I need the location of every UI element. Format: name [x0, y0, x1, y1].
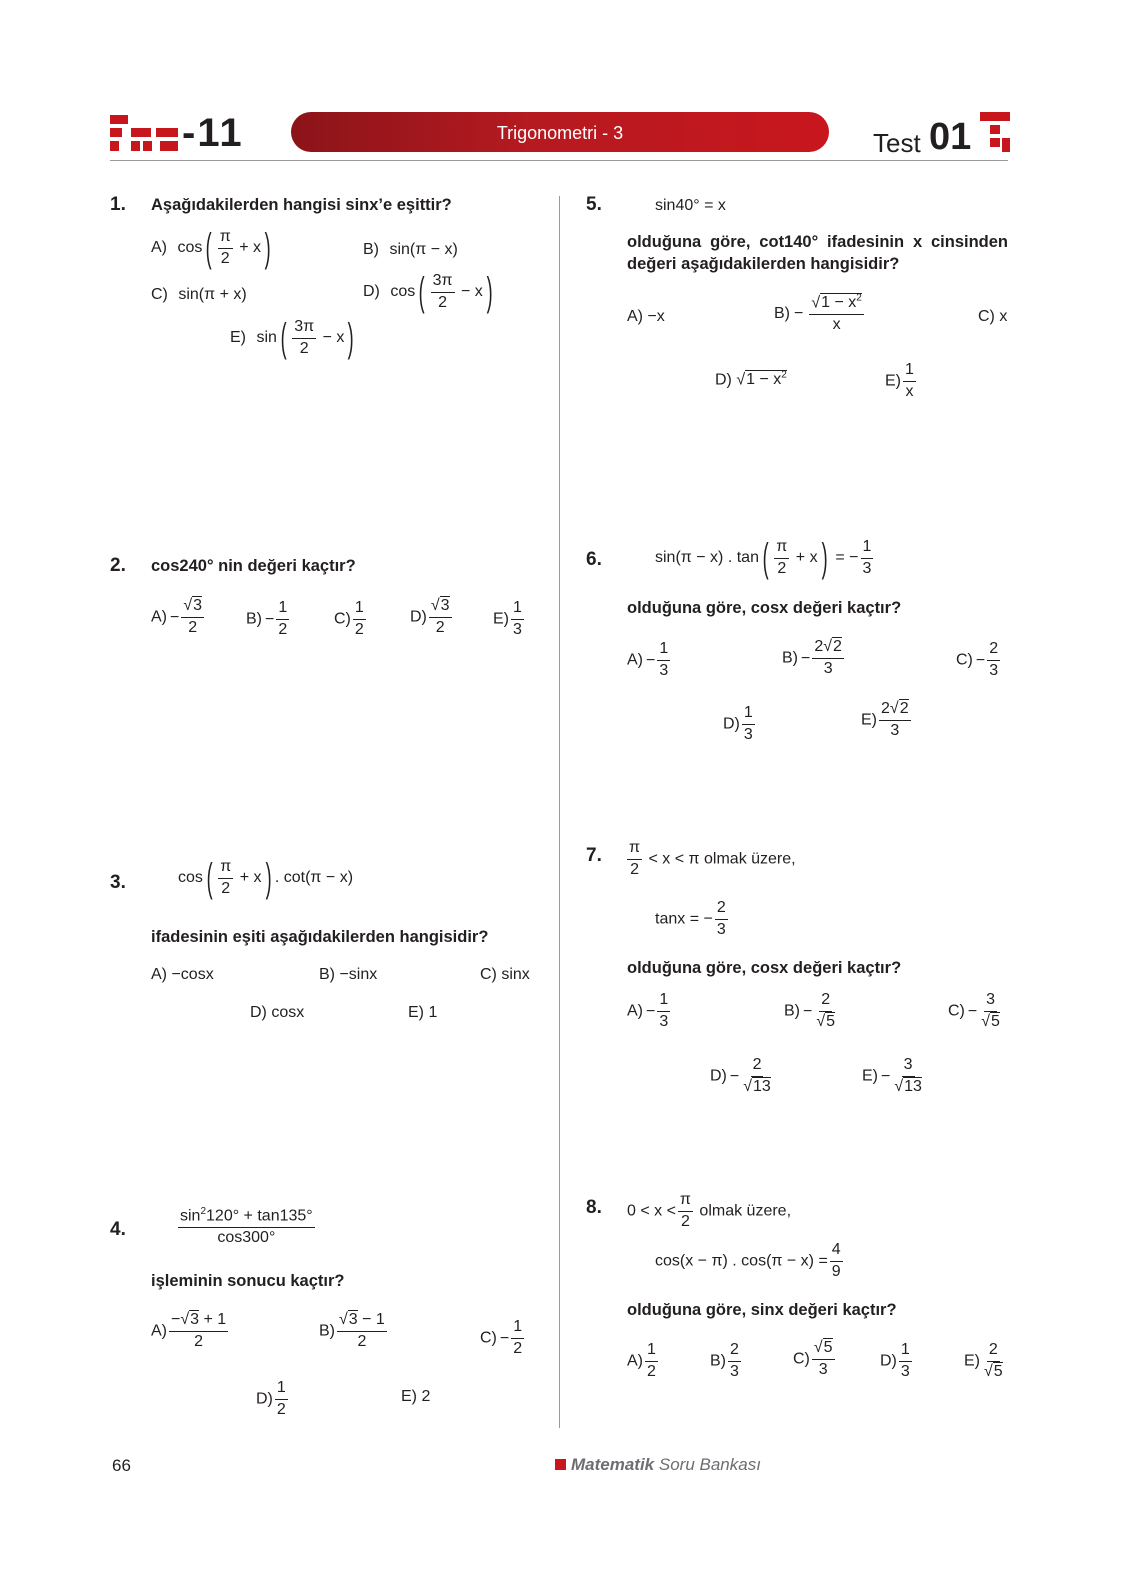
- expr-rest: + x: [239, 869, 262, 887]
- option-sign: −: [794, 305, 804, 323]
- fraction: [987, 641, 1000, 680]
- radicand: [820, 293, 862, 311]
- denominator: 3: [900, 1362, 910, 1380]
- option-label: C): [151, 286, 168, 303]
- option-label: B): [246, 610, 262, 628]
- option-d[interactable]: [363, 272, 496, 312]
- numerator: 1: [861, 539, 874, 559]
- question-4: [110, 1205, 550, 1430]
- option-c[interactable]: [480, 1319, 526, 1358]
- question-expression: [178, 858, 353, 898]
- denominator: 3: [513, 620, 522, 638]
- numerator: 1: [353, 600, 366, 620]
- option-label: A): [151, 239, 167, 257]
- question-stem: ifadesinin eşiti aşağıdakilerden hangisidir?: [151, 928, 489, 946]
- denominator: cos300°: [217, 1229, 276, 1247]
- option-sign: −: [801, 649, 811, 667]
- brand-square-icon: [555, 1459, 566, 1470]
- paren-right: ): [348, 316, 355, 360]
- denominator: √13: [894, 1077, 922, 1095]
- numerator: 2: [987, 641, 1000, 661]
- faz-logo-mark: [110, 113, 180, 153]
- option-e[interactable]: [861, 701, 913, 740]
- question-given: [655, 1242, 845, 1281]
- denominator: 2: [276, 1400, 286, 1418]
- denominator: 3: [890, 721, 900, 739]
- denominator: x: [832, 316, 841, 334]
- option-a[interactable]: A) −x: [627, 308, 665, 325]
- fraction: [741, 1057, 773, 1096]
- option-radical: $√1 - x^2$: [736, 370, 787, 389]
- fraction: [178, 1207, 315, 1247]
- option-label: D): [256, 1390, 273, 1408]
- denominator: 2: [435, 618, 445, 636]
- option-label: B): [363, 241, 379, 258]
- numerator: −√3 + 1: [169, 1312, 228, 1332]
- option-a[interactable]: [151, 598, 206, 637]
- option-label: D): [715, 371, 732, 389]
- question-given: sin40° = x: [655, 197, 726, 214]
- option-e[interactable]: [230, 318, 358, 358]
- fraction: [830, 1242, 843, 1281]
- question-5: [586, 190, 1010, 415]
- expr-func: cos: [178, 869, 203, 887]
- denominator: √5: [981, 1012, 1000, 1030]
- question-number: 6.: [586, 549, 602, 570]
- fraction: [812, 639, 844, 678]
- option-sign: −: [729, 1067, 740, 1085]
- option-label: B): [782, 649, 798, 667]
- exponent: 2: [200, 1206, 207, 1217]
- option-b[interactable]: [774, 294, 866, 334]
- option-label: D): [710, 1067, 727, 1085]
- expr-eq: = −: [835, 549, 859, 567]
- numerator: 2: [751, 1057, 764, 1077]
- numerator: 1: [742, 705, 755, 725]
- option-rest: + x: [239, 239, 261, 257]
- paren-right: ): [265, 856, 272, 900]
- option-label: A): [627, 1352, 643, 1370]
- paren-left: (: [206, 856, 213, 900]
- option-label: E): [230, 329, 246, 347]
- denominator: √13: [743, 1077, 771, 1095]
- option-rest: − x: [460, 283, 483, 301]
- option-b[interactable]: [363, 242, 458, 258]
- condition-text: 0 < x <: [627, 1202, 676, 1220]
- brand-bold: Matematik: [571, 1455, 655, 1474]
- option-d[interactable]: [715, 371, 787, 388]
- option-c[interactable]: [793, 1340, 837, 1379]
- given-text: tanx = −: [655, 910, 713, 928]
- fraction: [181, 598, 204, 637]
- option-label: B): [784, 1002, 800, 1020]
- option-label: D): [723, 715, 740, 733]
- denominator: 2: [278, 620, 288, 638]
- numerator: π: [774, 539, 789, 559]
- numerator: 2: [715, 900, 728, 920]
- expr-rest: 120° + tan135°: [206, 1207, 313, 1225]
- fraction: [979, 992, 1002, 1031]
- brand-light: Soru Bankası: [658, 1455, 761, 1474]
- test-logo-mark: [980, 112, 1010, 154]
- fraction: [276, 600, 289, 639]
- denominator: 3: [716, 920, 726, 938]
- option-label: D): [880, 1352, 897, 1370]
- question-number: 2.: [110, 555, 126, 576]
- paren-left: (: [418, 270, 425, 314]
- option-a[interactable]: [151, 1312, 230, 1351]
- option-e[interactable]: [964, 1342, 1007, 1381]
- option-sign: −: [967, 1002, 978, 1020]
- option-sign: −: [499, 1329, 510, 1347]
- radicand: 2: [833, 638, 842, 655]
- column-divider: [559, 196, 560, 1428]
- sign: −: [171, 1311, 181, 1328]
- header: [0, 0, 1133, 170]
- condition-text: olmak üzere,: [699, 1202, 792, 1220]
- footer-brand: [555, 1455, 761, 1475]
- radicand: 5: [991, 1012, 1000, 1030]
- denominator: 9: [831, 1262, 841, 1280]
- denominator: 3: [862, 559, 872, 577]
- numerator: 3π: [431, 273, 455, 293]
- denominator: 2: [680, 1212, 690, 1230]
- numerator: 3: [902, 1057, 915, 1077]
- numerator-rest: + 1: [199, 1311, 227, 1328]
- fraction: [892, 1057, 924, 1096]
- test-number: 01: [929, 116, 972, 158]
- numerator: 1: [903, 362, 916, 382]
- numerator: 2√2: [879, 701, 911, 721]
- option-c[interactable]: [151, 287, 247, 303]
- option-d[interactable]: [723, 705, 757, 744]
- option-c[interactable]: C) x: [978, 308, 1008, 325]
- option-e[interactable]: [885, 362, 918, 401]
- fraction: [429, 598, 452, 637]
- question-number: 4.: [110, 1219, 126, 1240]
- option-b[interactable]: [246, 600, 291, 639]
- paren-left: (: [280, 316, 287, 360]
- fraction: [218, 229, 233, 268]
- denominator: 3: [823, 659, 833, 677]
- option-func: cos: [177, 239, 203, 257]
- option-c[interactable]: [334, 600, 368, 639]
- option-label: A): [627, 1002, 643, 1020]
- option-label: E): [861, 711, 877, 729]
- option-e[interactable]: [862, 1057, 926, 1096]
- denominator: 3: [730, 1362, 739, 1380]
- numerator: 2: [728, 1342, 741, 1362]
- coefficient: 2: [881, 700, 890, 717]
- denominator: 3: [659, 1012, 669, 1030]
- option-c[interactable]: [956, 641, 1002, 680]
- radicand: 3: [348, 1311, 358, 1328]
- fraction: [353, 600, 366, 639]
- fraction: [774, 539, 789, 578]
- option-sign: −: [881, 1067, 891, 1085]
- option-label: C): [480, 1329, 497, 1347]
- option-b[interactable]: [710, 1342, 743, 1381]
- numerator: 2√2: [812, 639, 844, 659]
- question-stem: cos240° nin değeri kaçtır?: [151, 557, 356, 575]
- option-label: C): [956, 651, 973, 669]
- option-b[interactable]: [319, 1312, 389, 1351]
- question-given: [655, 900, 730, 939]
- option-label: A): [151, 1322, 167, 1340]
- option-rest: − x: [322, 329, 345, 347]
- question-expression: [178, 1207, 315, 1247]
- fraction: [218, 859, 233, 898]
- option-label: C): [334, 610, 351, 628]
- option-label: E): [862, 1067, 878, 1085]
- option-func: sin: [256, 329, 277, 347]
- numerator: √5: [812, 1340, 835, 1360]
- question-condition: [627, 1192, 791, 1231]
- fraction: [879, 701, 911, 740]
- option-b[interactable]: [784, 992, 839, 1031]
- option-a[interactable]: [151, 228, 274, 268]
- denominator: √5: [816, 1012, 836, 1030]
- numerator: 3π: [292, 319, 316, 339]
- option-label: A): [627, 651, 643, 669]
- denominator: 3: [743, 725, 753, 743]
- option-label: E): [885, 372, 901, 390]
- option-label: E): [964, 1352, 980, 1370]
- numerator: π: [678, 1192, 693, 1212]
- option-d[interactable]: [880, 1342, 914, 1381]
- fraction: [814, 992, 837, 1031]
- option-label: D): [410, 608, 427, 626]
- coefficient: 2: [814, 638, 824, 655]
- expr-text: sin(π − x) . tan: [655, 549, 759, 567]
- option-d[interactable]: D) cosx: [250, 1004, 305, 1021]
- denominator: 2: [354, 620, 364, 638]
- page-number: 66: [112, 1456, 131, 1475]
- radicand: 2: [899, 700, 909, 717]
- expr-tail: . cot(π − x): [274, 869, 354, 887]
- numerator: 1: [275, 1380, 288, 1400]
- question-3: [110, 855, 550, 1035]
- question-1: [110, 190, 550, 390]
- faz-logo: [110, 113, 250, 155]
- fraction: [511, 600, 524, 639]
- denominator: 2: [777, 559, 787, 577]
- exponent: 2: [856, 293, 862, 304]
- exponent: 2: [781, 370, 787, 381]
- denominator: 3: [659, 661, 669, 679]
- question-number: 8.: [586, 1197, 602, 1218]
- denominator: 2: [188, 618, 198, 636]
- question-stem: olduğuna göre, sinx değeri kaçtır?: [627, 1301, 897, 1319]
- numerator: [178, 1207, 315, 1228]
- radicand: 5: [993, 1362, 1003, 1380]
- fraction: [657, 992, 670, 1031]
- radicand: 3: [193, 597, 203, 614]
- option-label: C): [948, 1002, 965, 1020]
- numerator: 4: [830, 1242, 843, 1262]
- question-stem: olduğuna göre, cosx değeri kaçtır?: [627, 959, 902, 977]
- option-d[interactable]: [710, 1057, 775, 1096]
- numerator: 2: [987, 1342, 1000, 1362]
- radicand-text: 1 − x: [746, 371, 782, 389]
- given-text: cos(x − π) . cos(π − x) =: [655, 1252, 828, 1270]
- option-sign: −: [265, 610, 275, 628]
- denominator: 2: [647, 1362, 656, 1380]
- header-rule: [110, 160, 1008, 161]
- fraction: [899, 1342, 912, 1381]
- numerator-rest: − 1: [357, 1311, 385, 1328]
- expr-func: sin: [180, 1207, 201, 1225]
- question-number: 7.: [586, 845, 602, 866]
- fraction: [511, 1319, 524, 1358]
- option-e[interactable]: [493, 600, 526, 639]
- question-7: [586, 838, 1010, 1113]
- condition-text: < x < π olmak üzere,: [648, 850, 796, 868]
- question-6: [586, 538, 1010, 758]
- denominator: 2: [299, 339, 309, 357]
- radicand: 5: [826, 1012, 836, 1030]
- paren-right: ): [264, 226, 271, 270]
- fraction: [812, 1340, 835, 1379]
- numerator: 1: [645, 1342, 658, 1362]
- radicand: 3: [190, 1311, 200, 1328]
- numerator: 1: [511, 1319, 524, 1339]
- fraction: [627, 840, 642, 879]
- fraction: [982, 1342, 1005, 1381]
- question-condition: [627, 840, 796, 879]
- option-label: E): [493, 610, 509, 628]
- option-c[interactable]: C) sinx: [480, 966, 530, 983]
- fraction: [742, 705, 755, 744]
- fraction: [169, 1312, 228, 1351]
- question-number: 3.: [110, 872, 126, 893]
- option-sign: −: [975, 651, 986, 669]
- fraction: [715, 900, 728, 939]
- denominator: 2: [220, 249, 230, 267]
- paren-right: ): [486, 270, 493, 314]
- numerator: 1: [276, 600, 289, 620]
- option-label: A): [151, 608, 167, 626]
- fraction: [337, 1312, 387, 1351]
- question-number: 5.: [586, 194, 602, 215]
- paren-left: (: [206, 226, 213, 270]
- denominator: 3: [989, 661, 999, 679]
- radicand: 13: [904, 1077, 922, 1095]
- numerator: 1: [657, 992, 670, 1012]
- question-2: [110, 552, 550, 662]
- option-func: cos: [390, 283, 416, 301]
- option-d[interactable]: [256, 1380, 290, 1419]
- denominator: 3: [818, 1360, 828, 1378]
- radicand: 13: [753, 1077, 771, 1095]
- denominator: x: [905, 382, 914, 400]
- fraction: [275, 1380, 288, 1419]
- option-b[interactable]: B) −sinx: [319, 966, 378, 983]
- numerator: √3: [181, 598, 204, 618]
- denominator: 2: [513, 1339, 523, 1357]
- question-number: 1.: [110, 194, 126, 215]
- denominator: √5: [984, 1362, 1003, 1380]
- numerator: √3 − 1: [337, 1312, 387, 1332]
- fraction: [657, 641, 670, 680]
- option-text: sin(π + x): [178, 286, 247, 303]
- option-sign: −: [170, 608, 180, 626]
- title-banner: [291, 112, 829, 152]
- numerator: 3: [984, 992, 997, 1012]
- faz-logo-suffix: -11: [182, 111, 244, 155]
- denominator: 2: [221, 879, 231, 897]
- denominator: 2: [194, 1332, 204, 1350]
- option-b[interactable]: [782, 639, 846, 678]
- option-label: B): [774, 305, 790, 323]
- numerator: 1: [899, 1342, 912, 1362]
- numerator: π: [218, 859, 233, 879]
- radicand-text: 1 − x: [821, 294, 857, 312]
- numerator: 1: [511, 600, 524, 620]
- paren-left: (: [762, 536, 769, 580]
- paren-right: ): [821, 536, 828, 580]
- question-8: [586, 1190, 1010, 1395]
- numerator: 2: [819, 992, 832, 1012]
- option-e[interactable]: E) 1: [408, 1004, 438, 1021]
- option-e[interactable]: E) 2: [401, 1388, 431, 1405]
- numerator: π: [218, 229, 233, 249]
- option-sign: −: [803, 1002, 813, 1020]
- option-label: B): [710, 1352, 726, 1370]
- radicand: 5: [823, 1339, 833, 1356]
- option-a[interactable]: [627, 1342, 660, 1381]
- option-label: C): [793, 1350, 810, 1368]
- fraction: [809, 294, 863, 334]
- option-a[interactable]: [627, 641, 672, 680]
- option-sign: −: [646, 651, 656, 669]
- fraction: [903, 362, 916, 401]
- denominator: 2: [357, 1332, 367, 1350]
- option-d[interactable]: [410, 598, 454, 637]
- test-label: Test: [873, 128, 921, 158]
- fraction: [292, 319, 316, 358]
- radicand: [745, 370, 787, 388]
- option-label: D): [363, 283, 380, 301]
- fraction: [431, 273, 455, 312]
- numerator: 1: [657, 641, 670, 661]
- option-c[interactable]: [948, 992, 1004, 1031]
- numerator: π: [627, 840, 642, 860]
- option-a[interactable]: [627, 992, 672, 1031]
- fraction: [645, 1342, 658, 1381]
- question-expression: [655, 538, 875, 578]
- expr-rest: + x: [795, 549, 818, 567]
- option-a[interactable]: A) −cosx: [151, 966, 214, 983]
- denominator: 2: [438, 293, 447, 311]
- fraction: [678, 1192, 693, 1231]
- page-title: Trigonometri - 3: [496, 123, 624, 143]
- question-stem: olduğuna göre, cot140° ifadesinin x cinsinden değeri aşağıdakilerden hangisidir?: [627, 233, 1008, 273]
- option-sign: −: [646, 1002, 656, 1020]
- question-stem: olduğuna göre, cosx değeri kaçtır?: [627, 599, 902, 617]
- option-label: B): [319, 1322, 335, 1340]
- question-stem: işleminin sonucu kaçtır?: [151, 1272, 345, 1290]
- fraction: [861, 539, 874, 578]
- denominator: 2: [630, 860, 639, 878]
- numerator: √3: [429, 598, 452, 618]
- question-stem: Aşağıdakilerden hangisi sinx’e eşittir?: [151, 196, 452, 214]
- radicand: 3: [440, 597, 450, 614]
- numerator: $√1 - x^2$: [809, 294, 863, 315]
- option-text: sin(π − x): [389, 241, 458, 258]
- fraction: [728, 1342, 741, 1381]
